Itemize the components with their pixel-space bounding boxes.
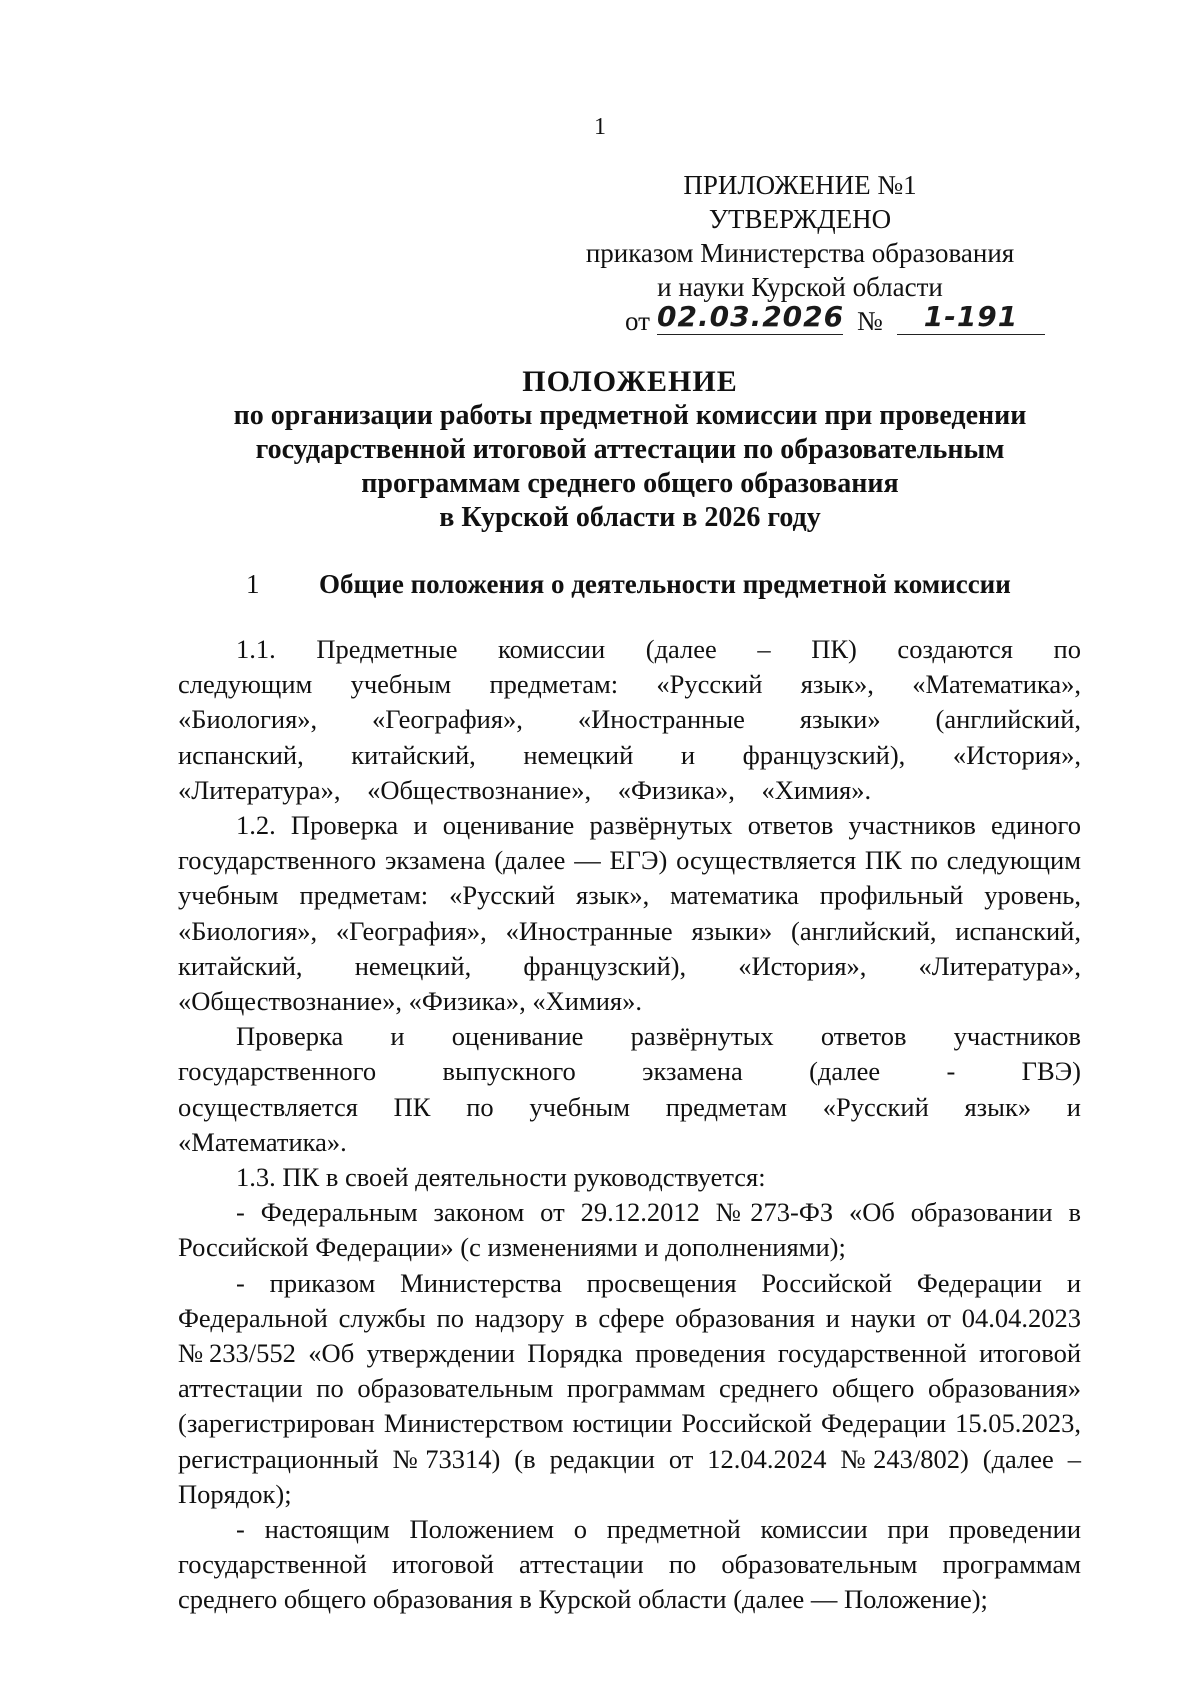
title-line-3: программам среднего общего образования xyxy=(361,468,899,499)
document-title xyxy=(170,365,1090,535)
paragraph-1-3: 1.3. ПК в своей деятельности руководствуется: xyxy=(236,1162,766,1193)
page-number: 1 xyxy=(594,114,606,140)
section-number: 1 xyxy=(246,569,260,599)
list-item-regulation: - настоящим Положением о предметной комиссии при проведении государственной итоговой аттестации по образовательным программам среднего общего образования в Курской области (далее — Положение); xyxy=(178,1514,1081,1615)
approval-block xyxy=(565,168,1035,304)
title-line-2: государственной итоговой аттестации по образовательным xyxy=(255,434,1005,465)
approved-by-line: приказом Министерства образования xyxy=(585,238,1015,268)
paragraph-1-2: 1.2. Проверка и оценивание развёрнутых ответов участников единого государственного экзамена (далее — ЕГЭ) осуществляется ПК по следующим учебным предметам: «Русский язык», математика профильный уровень, «Биология», «География», «Иностранные языки» (английский, испанский, китайский, немецкий, французский), «История», «Литература», «Обществознание», «Физика», «Химия». xyxy=(178,810,1081,1017)
order-date-number-line xyxy=(625,300,1045,340)
appendix-label: ПРИЛОЖЕНИЕ №1 xyxy=(683,170,917,200)
title-main: ПОЛОЖЕНИЕ xyxy=(522,365,738,398)
paragraph-1-2-gve: Проверка и оценивание развёрнутых ответов участников государственного выпускного экзамена (далее - ГВЭ) осуществляется ПК по учебным предметам «Русский язык» и «Математика». xyxy=(178,1021,1081,1157)
order-date-handwritten: 02.03.2026 xyxy=(657,300,845,333)
paragraph-1-1: 1.1. Предметные комиссии (далее – ПК) создаются по следующим учебным предметам: «Русский язык», «Математика», «Биология», «География», «Иностранные языки» (английский, испанский, китайский, немецкий и французский), «История», «Литература», «Обществознание», «Физика», «Химия». xyxy=(178,634,1081,805)
title-line-1: по организации работы предметной комиссии при проведении xyxy=(233,400,1027,431)
approved-by-line-2: и науки Курской области xyxy=(657,272,943,302)
section-title: Общие положения о деятельности предметной комиссии xyxy=(319,569,1011,599)
list-item-ministry-order: - приказом Министерства просвещения Российской Федерации и Федеральной службы по надзору в сфере образования и науки от 04.04.2023 №233/552 «Об утверждении Порядка проведения государственной итоговой аттестации по образовательным программам среднего общего образования» (зарегистрирован Министерством юстиции Российской Федерации 15.05.2023, регистрационный №73314) (в редакции от 12.04.2024 №243/802) (далее – Порядок); xyxy=(178,1267,1081,1509)
order-number-handwritten: 1-191 xyxy=(897,300,1045,335)
title-line-4: в Курской области в 2026 году xyxy=(439,502,821,533)
approved-label: УТВЕРЖДЕНО xyxy=(708,204,892,234)
document-body xyxy=(178,632,1081,1618)
date-prefix: от xyxy=(625,306,650,336)
list-item-federal-law: - Федеральным законом от 29.12.2012 №273-ФЗ «Об образовании в Российской Федерации» (с изменениями и дополнениями); xyxy=(178,1197,1081,1263)
number-prefix: № xyxy=(857,306,883,336)
